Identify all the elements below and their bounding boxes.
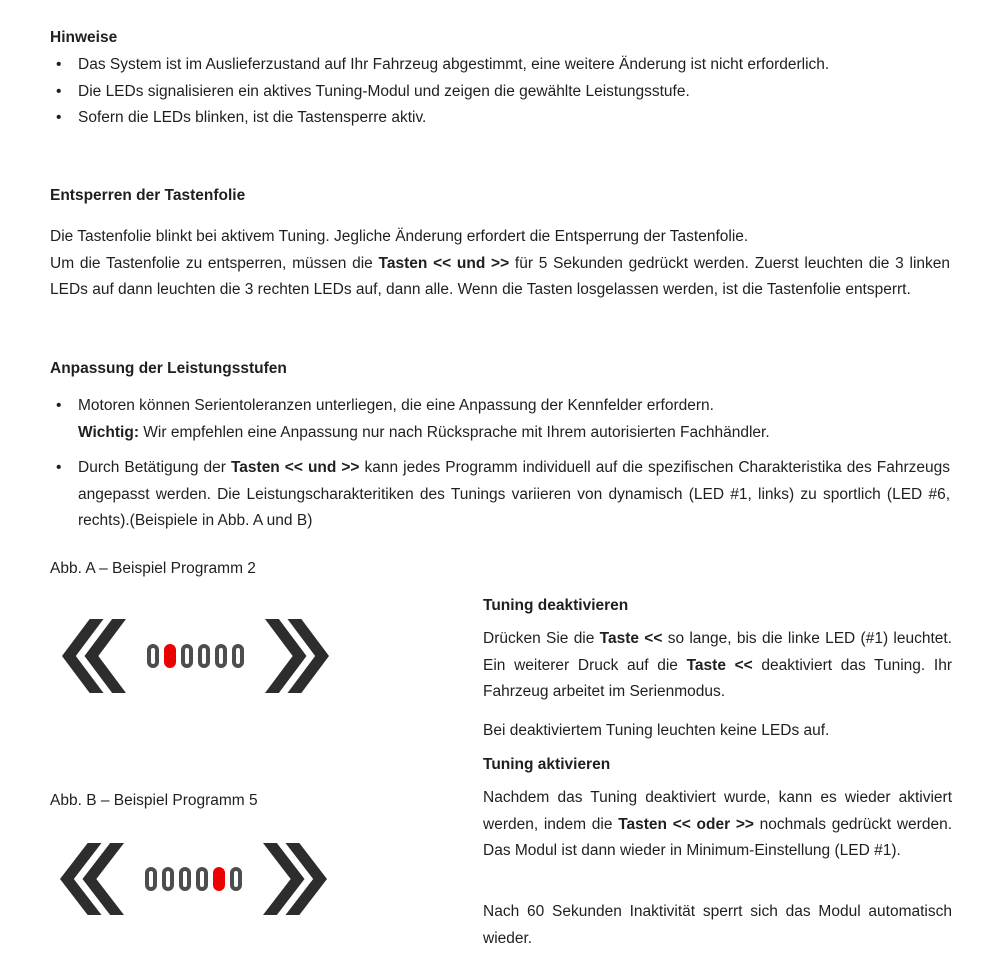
led-1	[147, 644, 159, 668]
text-segment: Durch Betätigung der	[78, 459, 231, 476]
figure-a-caption: Abb. A – Beispiel Programm 2	[50, 560, 256, 577]
section-title-hinweise: Hinweise	[50, 29, 118, 46]
bullet-icon: •	[56, 82, 62, 100]
double-chevron-left-icon	[60, 843, 124, 915]
list-item	[50, 52, 950, 79]
list-item	[50, 393, 950, 446]
aktivieren-paragraph-2: Nach 60 Sekunden Inaktivität sperrt sich das Modul automatisch wieder.	[483, 903, 952, 947]
led-strip-program-5	[145, 867, 242, 891]
figure-b-keypad-graphic	[60, 843, 327, 915]
bold-button-reference: Tasten << oder >>	[618, 815, 754, 833]
text-segment: Nachdem das Tuning deaktiviert wurde, kann es wieder aktiviert werden, indem die	[483, 789, 952, 833]
double-chevron-right-icon	[263, 843, 327, 915]
led-4	[198, 644, 210, 668]
text-segment: nochmals gedrückt werden. Das Modul ist dann wieder in Minimum-Einstellung (LED #1).	[483, 815, 952, 859]
entsperren-paragraph-1: Die Tastenfolie blinkt bei aktivem Tuning. Jegliche Änderung erfordert die Entsperrung der Tastenfolie.	[50, 228, 749, 245]
aktivieren-paragraph-1	[483, 785, 952, 865]
text-segment: so lange, bis die linke LED (#1) leuchtet. Ein weiterer Druck auf die	[483, 630, 952, 674]
bold-button-reference: Taste <<	[599, 630, 663, 647]
deaktivieren-paragraph-1	[483, 626, 952, 706]
bold-button-reference: Tasten << und >>	[230, 459, 360, 476]
figure-b-caption: Abb. B – Beispiel Programm 5	[50, 792, 258, 809]
led-2	[162, 867, 174, 891]
bold-button-reference: Taste <<	[686, 656, 753, 674]
led-6	[230, 867, 242, 891]
text-segment: Drücken Sie die	[483, 630, 600, 647]
bullet-icon: •	[56, 109, 62, 126]
bullet-icon: •	[56, 459, 62, 476]
led-2-active	[164, 644, 176, 668]
entsperren-paragraph-2	[50, 251, 950, 304]
anpassung-bullet-1-line-2	[78, 420, 950, 447]
anpassung-bullet-2	[50, 455, 950, 535]
hinweise-bullet-2: Die LEDs signalisieren ein aktives Tuning-Modul und zeigen die gewählte Leistungsstufe.	[78, 82, 690, 100]
text-segment: deaktiviert das Tuning. Ihr Fahrzeug arbeitet im Serienmodus.	[483, 656, 952, 700]
double-chevron-right-icon	[265, 619, 329, 693]
hinweise-bullet-list	[50, 52, 950, 132]
led-6	[232, 644, 244, 668]
figure-a-keypad-graphic	[62, 619, 329, 693]
section-title-tuning-aktivieren: Tuning aktivieren	[483, 756, 611, 773]
bullet-icon: •	[56, 397, 62, 414]
hinweise-bullet-3: Sofern die LEDs blinken, ist die Tastensperre aktiv.	[78, 109, 427, 126]
list-item	[50, 455, 950, 535]
led-3	[179, 867, 191, 891]
led-strip-program-2	[147, 644, 244, 668]
led-3	[181, 644, 193, 668]
text-segment: für 5 Sekunden gedrückt werden. Zuerst leuchten die 3 linken LEDs auf dann leuchten die 3 rechten LEDs auf, dann alle. Wenn die Tasten losgelassen werden, ist die Tastenfolie entsperrt.	[50, 254, 950, 298]
section-title-anpassung: Anpassung der Leistungsstufen	[50, 360, 287, 377]
text-segment: Um die Tastenfolie zu entsperren, müssen die	[50, 254, 379, 272]
section-title-entsperren: Entsperren der Tastenfolie	[50, 187, 246, 204]
text-segment: Wir empfehlen eine Anpassung nur nach Rücksprache mit Ihrem autorisierten Fachhändler.	[139, 423, 770, 441]
wichtig-label: Wichtig:	[78, 423, 139, 441]
entsperren-body	[50, 224, 950, 304]
anpassung-bullet-1	[50, 393, 950, 446]
bold-button-reference: Tasten << und >>	[378, 254, 510, 272]
double-chevron-left-icon	[62, 619, 126, 693]
deaktivieren-paragraph-2: Bei deaktiviertem Tuning leuchten keine LEDs auf.	[483, 722, 830, 739]
led-4	[196, 867, 208, 891]
bullet-icon: •	[56, 56, 62, 73]
text-segment: kann jedes Programm individuell auf die spezifischen Charakteristika des Fahrzeugs angepasst werden. Die Leistungscharakteritiken des Tunings variieren von dynamisch (LED #1, links) zu sportlich (LED #6, rechts).(Beispiele in Abb. A und B)	[78, 459, 950, 529]
hinweise-bullet-1: Das System ist im Auslieferzustand auf Ihr Fahrzeug abgestimmt, eine weitere Änderung ist nicht erforderlich.	[78, 56, 830, 73]
list-item	[50, 79, 950, 106]
led-5-active	[213, 867, 225, 891]
led-1	[145, 867, 157, 891]
anpassung-bullet-1-line-1: Motoren können Serientoleranzen unterliegen, die eine Anpassung der Kennfelder erfordern.	[78, 397, 714, 414]
section-title-tuning-deaktivieren: Tuning deaktivieren	[483, 597, 629, 614]
list-item	[50, 105, 950, 132]
anpassung-bullet-2-text	[78, 455, 950, 535]
led-5	[215, 644, 227, 668]
